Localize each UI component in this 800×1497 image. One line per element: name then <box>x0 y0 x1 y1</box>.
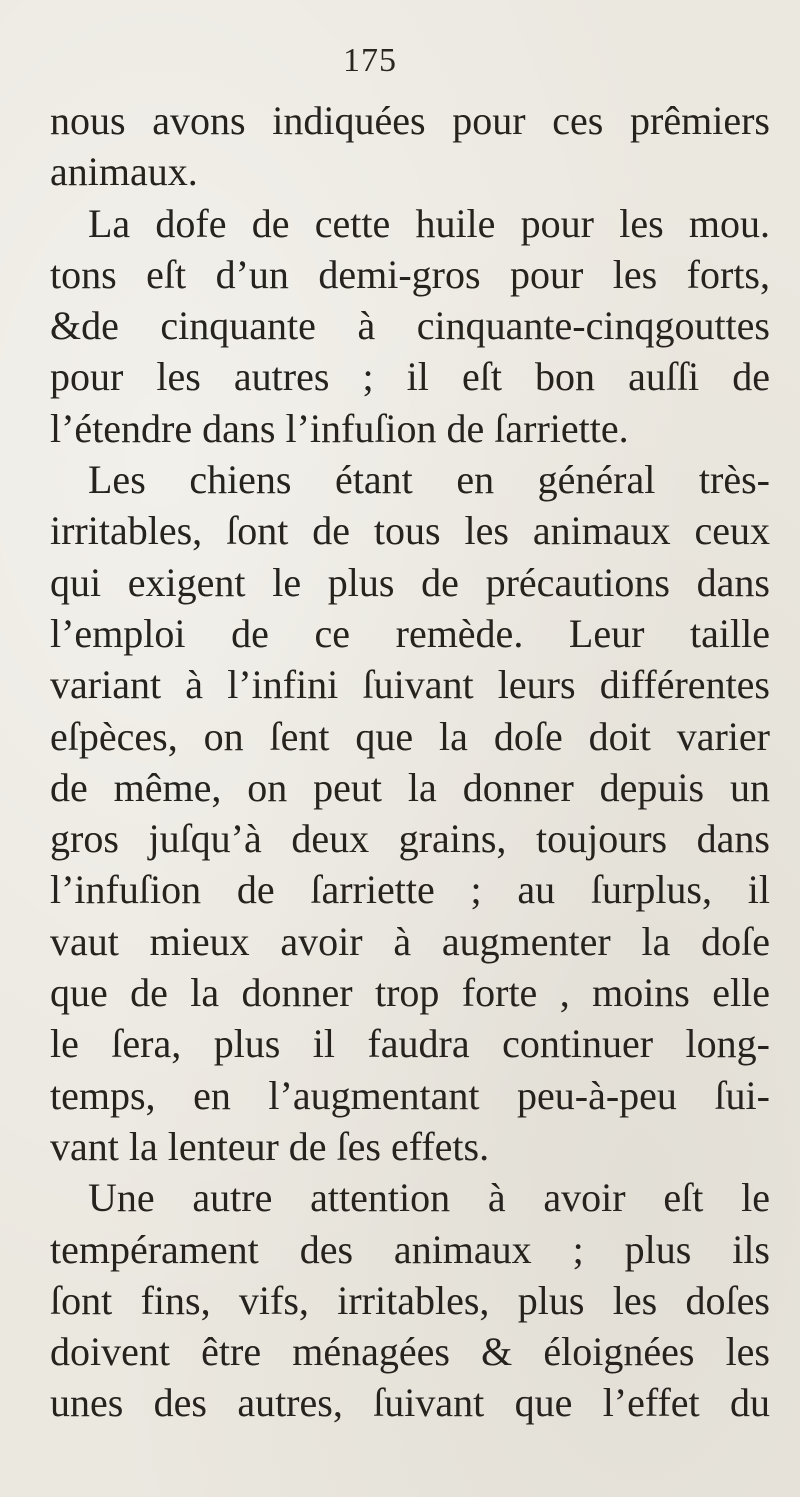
text-line: pour les autres ; il eſt bon auſſi de <box>50 354 770 400</box>
text-line: qui exigent le plus de précautions dans <box>50 559 770 605</box>
text-line: l’étendre dans l’infuſion de ſarriette. <box>50 405 629 451</box>
text-line: irritables, ſont de tous les animaux ceux <box>50 508 770 554</box>
text-line: &de cinquante à cinquante-cinqgouttes <box>50 303 770 349</box>
text-line: nous avons indiquées pour ces prêmiers <box>50 98 770 143</box>
text-line: que de la donner trop forte , moins elle <box>50 970 770 1016</box>
text-line: La dofe de cette huile pour les mou. <box>88 200 770 246</box>
body-text <box>50 95 770 1429</box>
text-line: tempérament des animaux ; plus ils <box>50 1226 770 1272</box>
text-line: le ſera, plus il faudra continuer long- <box>50 1021 770 1067</box>
text-line: eſpèces, on ſent que la doſe doit varier <box>50 713 770 759</box>
text-line: Une autre attention à avoir eſt le <box>88 1175 770 1221</box>
text-line: ſont fins, vifs, irritables, plus les doſes <box>50 1277 770 1323</box>
text-line: vaut mieux avoir à augmenter la doſe <box>50 918 770 964</box>
text-line: variant à l’infini ſuivant leurs différentes <box>50 662 770 708</box>
text-line: Les chiens étant en général très- <box>88 457 770 503</box>
text-line: temps, en l’augmentant peu-à-peu ſui- <box>50 1072 770 1118</box>
page-number: 175 <box>343 42 397 79</box>
text-line: l’infuſion de ſarriette ; au ſurplus, il <box>50 867 770 913</box>
text-line: vant la lenteur de ſes effets. <box>50 1123 490 1169</box>
text-line: unes des autres, ſuivant que l’effet du <box>50 1380 770 1426</box>
text-line: l’emploi de ce remède. Leur taille <box>50 610 770 656</box>
text-line: de même, on peut la donner depuis un <box>50 764 770 810</box>
text-line: gros juſqu’à deux grains, toujours dans <box>50 816 770 862</box>
text-line: animaux. <box>50 149 198 195</box>
text-line: tons eſt d’un demi-gros pour les forts, <box>50 251 770 297</box>
text-line: doivent être ménagées & éloignées les <box>50 1329 770 1375</box>
